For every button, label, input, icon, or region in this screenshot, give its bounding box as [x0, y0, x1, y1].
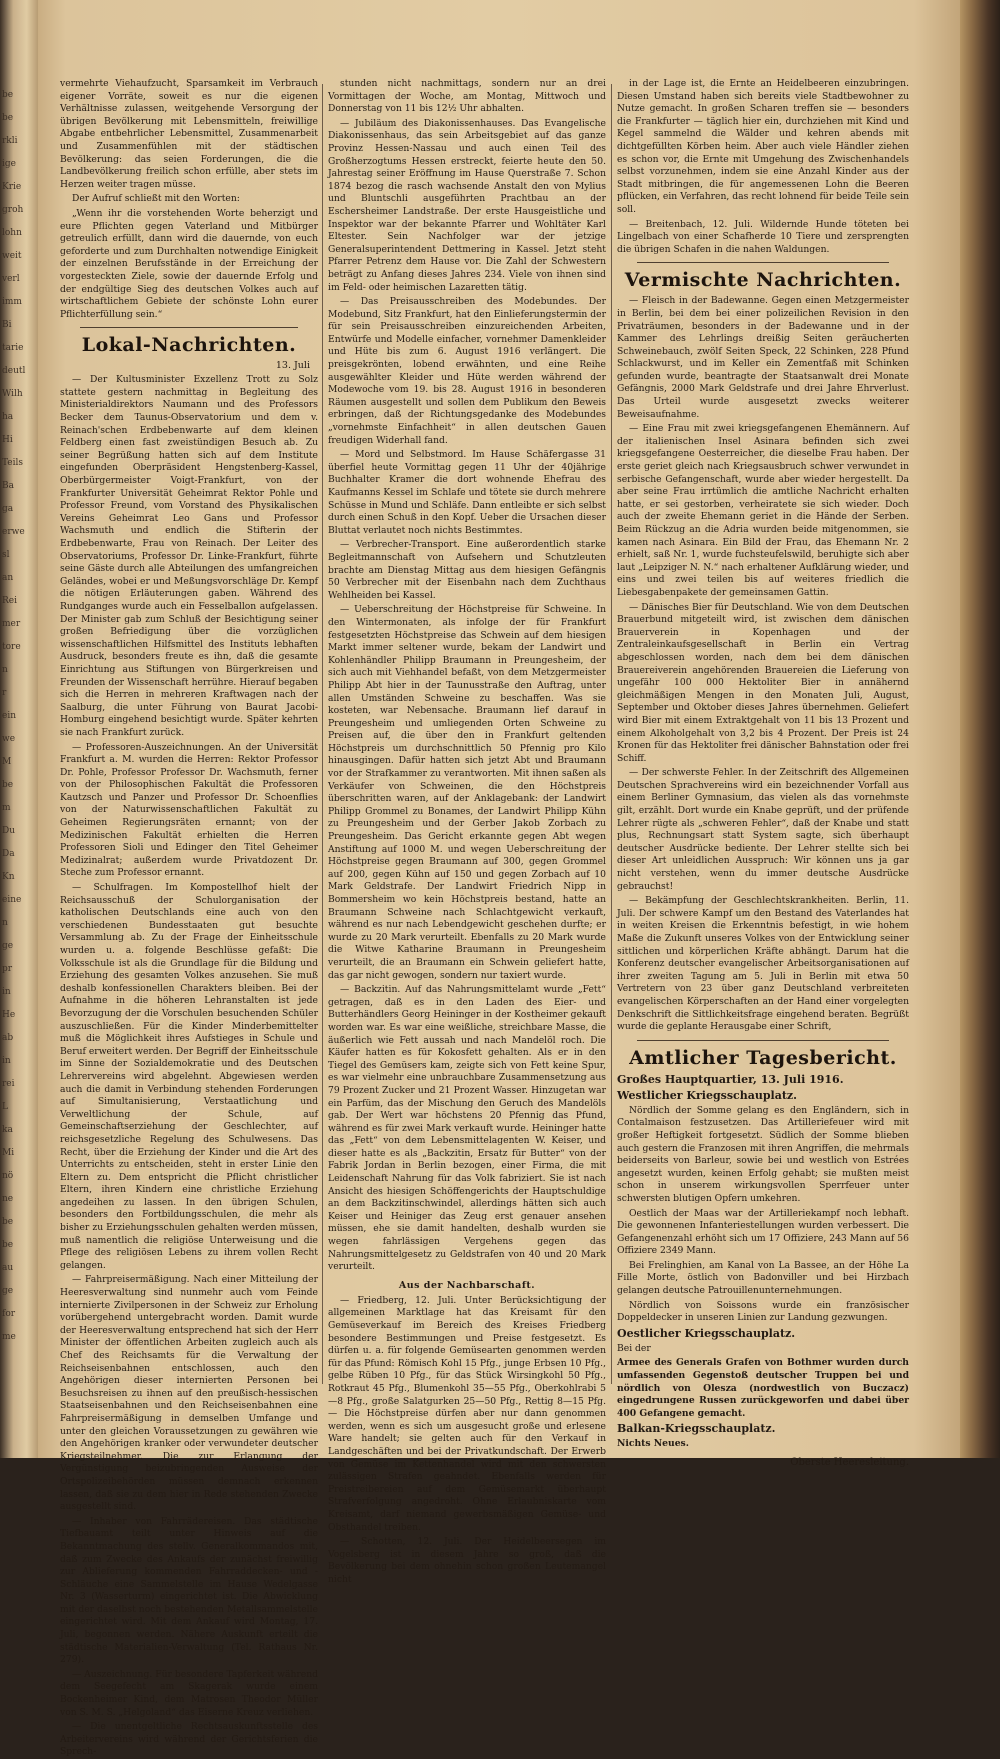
- signature: Oberste Heeresleitung.: [790, 1457, 909, 1468]
- left-page-text-fragment: Du: [2, 826, 16, 836]
- dateline: 13. Juli: [275, 360, 310, 372]
- article-paragraph: stunden nicht nachmittags, sondern nur an drei Vormittagen der Woche, am Montag, Mittwoch und Donnerstag von 11 bis 12½ Uhr abhalten.: [328, 78, 606, 115]
- article-paragraph: — Jubiläum des Diakonissenhauses. Das Evangelische Diakonissenhaus, das sein Arbeitsgebiet auf das ganze Provinz Hessen-Nassau und auch einen Teil des Großherzogtums Hessen erstreckt, feierte heute den 50. Jahrestag seiner Eröffnung im Hause Querstraße 7. Schon 1874 bezog die rasch wachsende Anstalt den von Mylius und Bluntschli ausgeführten Prachtbau an der Eschersheimer Landstraße. Der erste Hausgeistliche und Inspektor war der bekannte Pfarrer und Wohltäter Karl Eltester. Sein Nachfolger war der jetzige Generalsuperintendent Dettmering in Kassel. Jetzt steht Pfarrer Petrenz dem Hause vor. Die Zahl der Schwestern beträgt zu Anfang dieses Jahres 234. Viele von ihnen sind im Feld- oder heimischen Lazaretten tätig.: [328, 117, 606, 293]
- left-page-text-fragment: m: [2, 803, 11, 813]
- divider: [637, 262, 889, 263]
- article-paragraph: — Breitenbach, 12. Juli. Wildernde Hunde töteten bei Lingelbach von einer Schafherde 10 Tiere und zersprengten die übrigen Schafen in die nahen Waldungen.: [617, 218, 909, 255]
- article-paragraph: — Mord und Selbstmord. Im Hause Schäfergasse 31 überfiel heute Vormittag gegen 11 Uhr der 40jährige Buchhalter Kramer die dort wohnende Ehefrau des Kaufmanns Kessel im Schlafe und tötete sie durch mehrere Schüsse in Mund und Schläfe. Dann entleibte er sich selbst durch einen Schuß in den Kopf. Ueber die Ursachen dieser Bluttat verlautet noch nichts Bestimmtes.: [328, 449, 606, 536]
- article-paragraph: — Dänisches Bier für Deutschland. Wie von dem Deutschen Brauerbund mitgeteilt wird, ist zwischen dem dänischen Brauerverein in Kopenhagen und der Zentraleinkaufsgesellschaft in Berlin ein Vertrag abgeschlossen worden, nach dem bei dem dänischen Brauereiverein angehörenden Brauereien die Lieferung von ungefähr 100 000 Hektoliter Bier in annähernd gleichmäßigen Mengen in den Monaten Juli, August, September und Oktober dieses Jahres übernehmen. Geliefert wird Bier mit einem Extraktgehalt von 11 bis 13 Prozent und einem Alkoholgehalt von 3,2 bis 4 Prozent. Der Preis ist 24 Kronen für das Hektoliter frei dänischer Bahnstation oder frei Schiff.: [617, 601, 909, 764]
- left-page-text-fragment: for: [2, 1309, 16, 1319]
- divider: [637, 1040, 889, 1041]
- left-page-text-fragment: Bi: [2, 320, 12, 330]
- article-paragraph: Bei Frelinghien, am Kanal von La Bassee, an der Höhe La Fille Morte, östlich von Badonviller und bei Hirzbach gelangen deutsche Patrouillenunternehmungen.: [617, 1259, 909, 1297]
- left-page-text-fragment: ein: [2, 711, 17, 721]
- section-heading-miscellaneous: Vermischte Nachrichten.: [624, 269, 902, 292]
- left-page-text-fragment: me: [2, 1332, 16, 1342]
- left-page-text-fragment: Krie: [2, 182, 22, 192]
- left-page-text-fragment: Da: [2, 849, 15, 859]
- article-list: [60, 374, 318, 1759]
- left-page-text-fragment: Ba: [2, 481, 14, 491]
- article-list: [617, 78, 909, 256]
- left-page-text-fragment: au: [2, 1263, 14, 1273]
- left-page-text-fragment: rei: [2, 1079, 15, 1089]
- article-paragraph: Nördlich von Soissons wurde ein französischer Doppeldecker in unseren Linien zur Landung gezwungen.: [617, 1299, 909, 1324]
- left-page-text-fragment: Hi: [2, 435, 13, 445]
- left-page-text-fragment: r: [2, 688, 7, 698]
- front-west-heading: Westlicher Kriegsschauplatz.: [617, 1088, 797, 1102]
- left-page-text-fragment: deutl: [2, 366, 26, 376]
- article-paragraph: — Der Kultusminister Exzellenz Trott zu Solz stattete gestern nachmittag in Begleitung des Ministerialdirektors Naumann und des Professors Becker dem Taunus-Observatorium und dem v. Reinach'schen Erdbebenwarte auf dem kleinen Feldberg einen fast zweistündigen Besuch ab. Zu seiner Begrüßung hatten sich auf dem Institute eingefunden Oberpräsident Hengstenberg-Kassel, Oberbürgermeister Voigt-Frankfurt, von der Frankfurter Universität Geheimrat Rektor Pohle und Professor Freund, vom Vorstand des Physikalischen Vereins Geheimrat Leo Gans und Professor Wachsmuth und endlich die Stifterin der Erdbebenwarte, Frau von Reinach. Der Leiter des Observatoriums, Professor Dr. Linke-Frankfurt, führte seine Gäste durch alle Abteilungen des umfangreichen Geländes, wobei er und Meßungsvorschläge Dr. Kempf die nötigen Erläuterungen gaben. Während des Rundganges wurde auch ein Fesselballon aufgelassen. Der Minister gab zum Schluß der Besichtigung seiner großen Befriedigung über die vorzüglichen wissenschaftlichen Hilfsmittel des Instituts lebhaften Ausdruck, besonders freute es ihn, daß die gesamte Einrichtung aus Stiftungen von Bürgerkreisen und Freunden der Wissenschaft herrühre. Hierauf begaben sich die Herren in mehreren Kraftwagen nach der Saalburg, die unter Führung von Baurat Jacobi-Homburg eingehend besichtigt wurde. Später kehrten sie nach Frankfurt zurück.: [60, 374, 318, 738]
- left-page-text-fragment: in: [2, 1056, 11, 1066]
- front-east-heading: Oestlicher Kriegsschauplatz.: [617, 1326, 796, 1340]
- column-3: [617, 78, 909, 1468]
- left-page-text-fragment: be: [2, 113, 14, 123]
- article-list: [617, 1105, 909, 1325]
- article-paragraph: — Ueberschreitung der Höchstpreise für Schweine. In den Wintermonaten, als infolge der für Frankfurt festgesetzten Höchstpreise das Schwein auf dem hiesigen Markt immer seltener wurde, bekam der Landwirt und Kohlenhändler Philipp Braumann in Preungesheim, der sich auch mit Viehhandel befaßt, von dem Metzgermeister Philipp Abt hier in der Taunusstraße den Auftrag, unter allen Umständen Schweine zu beschaffen. Was sie kosteten, war Nebensache. Braumann lief darauf in Preungesheim und umliegenden Orten Schweine zu Preisen auf, die über den in Frankfurt geltenden Höchstpreis um durchschnittlich 50 Pfennig pro Kilo hinausgingen. Dafür hatten sich jetzt Abt und Braumann vor der Strafkammer zu verantworten. Mit ihnen saßen als Verkäufer von Schweinen, die den Höchstpreis überschritten waren, auf der Anklagebank: der Landwirt Philipp Grommel zu Bonames, der Landwirt Philipp Kühn zu Preungesheim und der Gerber Jakob Zorbach zu Preungesheim. Das Gericht erkannte gegen Abt wegen Anstiftung auf 1000 M. und wegen Ueberschreitung der Höchstpreise gegen Braumann auf 300, gegen Grommel auf 200, gegen Kühn auf 150 und gegen Zorbach auf 10 Mark Geldstrafe. Der Landwirt Friedrich Nipp in Bommersheim wo kein Höchstpreis bestand, hatte an Braumann Schweine nach Schlachtgewicht verkauft, während es nur nach Lebendgewicht geschehen durfte; er wurde zu 20 Mark verurteilt. Ebenfalls zu 20 Mark wurde die Witwe Katharine Braumann in Preungesheim verurteilt, die an Braumann ein Schwein geliefert hatte, das gar nicht gewogen, sondern nur taxiert wurde.: [328, 604, 606, 981]
- article-paragraph: in der Lage ist, die Ernte an Heidelbeeren einzubringen. Diesen Umstand haben sich bereits viele Stadtbewohner zu Nutze gemacht. In großen Scharen treffen sie — besonders die Frankfurter — täglich hier ein, durchziehen mit Kind und Kegel sammelnd die Wälder und kehren abends mit dichtgefüllten Körben heim. Aber auch viele Händler ziehen es schon vor, die Ernte mit Umgehung des Zwischenhandels selbst vorzunehmen, indem sie eine Anzahl Kinder aus der Stadt mitbringen, die für angemessenen Lohn die Beeren pflücken, ein Verfahren, das recht lohnend für beide Teile sein soll.: [617, 78, 909, 215]
- left-page-text-fragment: L: [2, 1102, 8, 1112]
- left-page-text-fragment: lohn: [2, 228, 22, 238]
- article-paragraph: — Verbrecher-Transport. Eine außerordentlich starke Begleitmannschaft von Aufsehern und Schutzleuten brachte am Dienstag Mittag aus dem hiesigen Gefängnis 50 Verbrecher mit der Eisenbahn nach dem Zuchthaus Wehlheiden bei Kassel.: [328, 539, 606, 601]
- article-paragraph: — Bekämpfung der Geschlechtskrankheiten. Berlin, 11. Juli. Der schwere Kampf um den Bestand des Vaterlandes hat in weiten Kreisen die Erkenntnis befestigt, in wie hohem Maße die Zukunft unseres Volkes von der Entwicklung seiner sittlichen und körperlichen Kräfte abhängt. Darum hat die Konferenz deutscher evangelischer Arbeitsorganisationen auf ihrer zweiten Tagung am 5. Juli in Berlin mit etwa 50 Vertretern von 23 über ganz Deutschland verbreiteten evangelischen Körperschaften an der Hand einer vorgelegten Denkschrift die Sittlichkeitsfrage eingehend beraten. Begrüßt wurde die geplante Herausgabe einer Schrift,: [617, 895, 909, 1033]
- left-page-text-fragment: sl: [2, 550, 10, 560]
- left-page-text-fragment: be: [2, 90, 14, 100]
- report-dateline: Großes Hauptquartier, 13. Juli 1916.: [617, 1072, 844, 1086]
- left-page-text-fragment: imm: [2, 297, 22, 307]
- left-page-text-fragment: ha: [2, 412, 14, 422]
- left-page-text-fragment: rkli: [2, 136, 18, 146]
- left-page-text-fragment: Mi: [2, 1148, 15, 1158]
- left-page-text-fragment: Rei: [2, 596, 17, 606]
- left-page-text-fragment: ka: [2, 1125, 13, 1135]
- left-page-text-fragment: mer: [2, 619, 21, 629]
- left-page-text-fragment: be: [2, 1240, 14, 1250]
- article-paragraph: — Eine Frau mit zwei kriegsgefangenen Ehemännern. Auf der italienischen Insel Asinara befinden sich zwei kriegsgefangene Oesterreicher, die dieselbe Frau haben. Der erste geriet gleich nach Kriegsausbruch schwer verwundet in serbische Gefangenschaft, wurde aber wieder hergestellt. Da aber seine Frau irrtümlich die amtliche Nachricht erhalten hatte, er sei gestorben, verheiratete sie sich wieder. Doch auch der zweite Ehemann geriet in die Hände der Serben. Beim Rückzug an die Adria wurden beide mitgenommen, sie kamen nach Asinara. Ein Bild der Frau, das Ehemann Nr. 2 erhielt, saß Nr. 1, wurde fuchsteufelswild, beruhigte sich aber laut „Leipziger N. N.“ nach erhaltener Aufklärung wieder, und eins und zwei teilen bis auf weiteres friedlich die Liebesgabenpakete der gemeinsamen Gattin.: [617, 423, 909, 598]
- article-list: [328, 1295, 606, 1587]
- article-paragraph: — Das Preisausschreiben des Modebundes. Der Modebund, Sitz Frankfurt, hat den Einlieferungstermin der für sein Preisausschreiben einzureichenden Arbeiten, Entwürfe und Modelle einfacher, vornehmer Damenkleider und Hüte bis zum 6. August 1916 verlängert. Die preisgekrönten, lobend erwähnten, und eine Reihe ausgewählter Kleider und Hüte werden während der Modewoche vom 19. bis 28. August 1916 in besonderen Räumen ausgestellt und sollen dem Publikum den Beweis erbringen, daß der Richtungsgedanke des Modebundes „vornehmste Einfachheit“ in allen deutschen Gauen freudigen Widerhall fand.: [328, 296, 606, 446]
- left-page-text-fragment: nö: [2, 1171, 14, 1181]
- left-page-text-fragment: n: [2, 665, 8, 675]
- left-page-text-fragment: weit: [2, 251, 22, 261]
- article-text: Der Aufruf schließt mit den Worten:: [72, 193, 240, 205]
- article-paragraph: Nördlich der Somme gelang es den Engländern, sich in Contalmaison festzusetzen. Das Artilleriefeuer wird mit großer Heftigkeit fortgesetzt. Südlich der Somme blieben auch gestern die Franzosen mit ihren Angriffen, die mehrmals beiderseits von Barleur, sowie bei und westlich von Estrées angesetzt wurden, keinen Erfolg gehabt; sie mußten meist schon in unserem wirkungsvollen Sperrfeuer unter schwersten blutigen Opfern umkehren.: [617, 1104, 909, 1204]
- left-page-text-fragment: pr: [2, 964, 13, 974]
- article-paragraph: — Der schwerste Fehler. In der Zeitschrift des Allgemeinen Deutschen Sprachvereins wird ein bezeichnender Vorfall aus einem Berliner Gymnasium, das vielen als das vornehmste gilt, erzählt. Dort wurde ein Knabe geprüft, und der prüfende Lehrer rügte als „schweren Fehler“, daß der Knabe und statt plus, Rechnungsart statt System sagte, sich überhaupt deutscher Ausdrücke bediente. Der Lehrer stellte sich bei dieser Art unleidlichen Ausspruch: Wir können uns ja gar nicht verstehen, wenn du immer deutsche Ausdrücke gebrauchst!: [617, 767, 909, 892]
- article-paragraph: — Die unentgeltliche Rechtsauskunftsstelle des Arbeitervereins wird während der Gerichtsferien die Sprech-: [60, 1721, 318, 1758]
- left-page-text-fragment: verl: [2, 274, 20, 284]
- front-balkan-heading: Balkan-Kriegsschauplatz.: [617, 1422, 776, 1436]
- article-list: [617, 295, 909, 1033]
- article-paragraph: — Inhaber von Fahrrädereisen. Das städtische Tiefbauamt teilt unter Hinweis auf die Bekanntmachung des stellv. Generalkommandos mit, daß zum Zwecke des Ankaufs der zunächst freiwillig zur Ablieferung kommenden Fahrraddecken- und -Schläuche eine Sammelstelle im Hause Wedelgasse Nr. 3 (Wasserturm) eingerichtet ist. Die Abwicklung mit der daselbst noch bestehenden Metallsammelstelle eingerichtet wird. Mit dem Ankauf wird Montag, 17. Juli, begonnen werden. Nähere Auskunft erteilt die städtische Materialien-Verwaltung (Tel. Rathaus Nr. 279).: [60, 1515, 318, 1666]
- article-paragraph: — Fahrpreisermäßigung. Nach einer Mitteilung der Heeresverwaltung sind nunmehr auch vom Feinde internierte Zivilpersonen in der Schweiz zur Erholung vorübergehend untergebracht worden. Damit wurde der Heeresverwaltung entsprechend hat sich der Herr Minister der öffentlichen Arbeiten zugleich auch als Chef des Reichsamts für die Verwaltung der Reichseisenbahnen entschlossen, auch den Angehörigen dieser internierten Personen bei Besuchsreisen zu ihnen auf den preußisch-hessischen Staatseisenbahnen und den Reichseisenbahnen eine Fahrpreisermäßigung in demselben Umfange und unter den gleichen Voraussetzungen zu gewähren wie den Angehörigen kranker oder verwundeter deutscher Kriegsteilnehmer. Die zur Erlangung der Vergünstigung beizubringenden Ausweise der Ortspolizeibehörden müssen demnach erkennen lassen, daß sie zu dem hier in Rede stehenden Zwecke ausgestellt sind.: [60, 1274, 318, 1513]
- left-page-text-fragment: eine: [2, 895, 22, 905]
- article-text: „Wenn ihr die vorstehenden Worte beherzigt und eure Pflichten gegen Vaterland und Mitbürger getreulich erfüllt, dann wird die dauernde, von euch geforderte und zum Durchhalten notwendige Einigkeit der einzelnen Berufsstände in der Erreichung der vorgesteckten Ziele, sowie der dauernde Erfolg und der endgültige Sieg des deutschen Volkes auch auf wirtschaftlichem Gebiete der schönste Lohn eurer Pflichterfüllung sein.“: [60, 207, 318, 320]
- left-page-text-fragment: He: [2, 1010, 16, 1020]
- left-page-text-fragment: groh: [2, 205, 24, 215]
- section-heading-official-report: Amtlicher Tagesbericht.: [629, 1046, 897, 1069]
- left-page-text-fragment: an: [2, 573, 14, 583]
- divider: [80, 327, 298, 328]
- left-page-text-fragment: ga: [2, 504, 14, 514]
- left-page-text-fragment: tore: [2, 642, 21, 652]
- article-paragraph: Oestlich der Maas war der Artilleriekampf noch lebhaft. Die gewonnenen Infanteriestellungen wurden verbessert. Die Gefangenenzahl erhöht sich um 17 Offiziere, 243 Mann auf 56 Offiziere 2349 Mann.: [617, 1207, 909, 1257]
- article-text: vermehrte Viehaufzucht, Sparsamkeit im Verbrauch eigener Vorräte, soweit es nur die eigenen Verhältnisse zulassen, weitgehende Versorgung der übrigen Bevölkerung mit Lebensmitteln, freiwillige Abgabe entbehrlicher Lebensmittel, Zusammenarbeit und Zusammenfühlen mit der städtischen Bevölkerung: das seien Forderungen, die die Landbevölkerung freilich schon erfülle, aber stets im Herzen weiter tragen müsse.: [60, 78, 318, 190]
- left-page-text-fragment: tarie: [2, 343, 24, 353]
- section-heading-neighborhood: Aus der Nachbarschaft.: [398, 1279, 536, 1291]
- left-page-text-fragment: ab: [2, 1033, 14, 1043]
- article-paragraph: — Fleisch in der Badewanne. Gegen einen Metzgermeister in Berlin, bei dem bei einer polizeilichen Revision in den Privaträumen, besonders in der Badewanne und in der Kammer des Lehrlings dreißig Seiten geräucherten Schweinebauch, zwölf Seiten Speck, 22 Schinken, 228 Pfund Schlackwurst, und im Keller ein Zementfaß mit Schinken gefunden wurde, beantragte der Staatsanwalt drei Monate Gefängnis, 2000 Mark Geldstrafe und drei Jahre Ehrverlust. Das Urteil wurde ausgesetzt zwecks weiterer Beweisaufnahme.: [617, 295, 909, 420]
- article-paragraph: — Schulfragen. Im Kompostellhof hielt der Reichsausschuß der Schulorganisation der katholischen Deutschlands eine auch von den verschiedenen Bundesstaaten gut besuchte Versammlung ab. Zu der Frage der Einheitsschule wurden u. a. folgende Beschlüsse gefaßt: Die Volksschule ist als die Grundlage für die Bildung und Erziehung des gesamten Volkes anzusehen. Sie muß deshalb konfessionellen Charakters bleiben. Bei der Aufnahme in die höheren Lehranstalten ist jede Bevorzugung der die Vorschulen besuchenden Schüler auszuschließen. Für die Kinder Minderbemittelter muß die Möglichkeit ihres Aufstieges in Schule und Beruf erweitert werden. Der Begriff der Einheitsschule im Sinne der Sozialdemokratie und des Deutschen Lehrervereins wird abgelehnt. Abgewiesen werden auch die damit in Verbindung stehenden Forderungen auf Simultanisierung, Verstaatlichung und Verweltlichung der Schule, auf Gemeinschaftserziehung der Geschlechter, auf reichsgesetzliche Regelung des Schulwesens. Das Recht, über die Erziehung der Kinder und die Art des Unterrichts zu entscheiden, steht in erster Linie den Eltern zu. Dem entspricht die Pflicht christlicher Eltern, ihren Kindern eine christliche Erziehung angedeihen zu lassen. In den übrigen Schulen, besonders den Fortbildungsschulen, die mehr als bisher zu Erziehungsschulen gehalten werden müssen, muß namentlich die religiöse Unterweisung und die Pflege des religiösen Lebens zu ihrem vollen Recht gelangen.: [60, 882, 318, 1271]
- left-page-text-fragment: ne: [2, 1194, 14, 1204]
- column-rule: [611, 84, 612, 1384]
- column-1: [60, 78, 318, 1758]
- column-2: [328, 78, 606, 1585]
- left-page-text-fragment: in: [2, 987, 11, 997]
- article-paragraph: — Auszeichnung. Für besondere Tapferkeit während dem Seegefecht am Skagerak wurde einem Bockenheimer Kind, dem Matrosen Theodor Müller von S. M. S. „Helgoland“ das Eiserne Kreuz verliehen.: [60, 1668, 318, 1718]
- left-page-text-fragment: n: [2, 918, 8, 928]
- left-page-text-fragment: ge: [2, 1286, 14, 1296]
- article-paragraph: — Schotten, 12. Juli. Der Heidelbeersegen im Vogelsberg ist in diesem Jahre so groß, daß die Bevölkerung bei dem ohnehin schon großen Leutemangel nicht: [328, 1536, 606, 1585]
- left-page-fragment: [0, 0, 38, 1458]
- left-page-text-fragment: ige: [2, 159, 16, 169]
- left-page-text-fragment: erwe: [2, 527, 25, 537]
- left-page-text-fragment: ge: [2, 941, 14, 951]
- left-page-text-fragment: Teils: [2, 458, 24, 468]
- left-page-text-fragment: M: [2, 757, 12, 767]
- newspaper-page: [38, 0, 960, 1758]
- article-list: [328, 78, 606, 1274]
- left-page-text-fragment: Wilh: [2, 389, 23, 399]
- left-page-text-fragment: Kn: [2, 872, 15, 882]
- article-text: Armee des Generals Grafen von Bothmer wurden durch umfassenden Gegenstoß deutscher Truppen bei und nördlich von Olesza (nordwestlich von Buczacz) eingedrungene Russen zurückgeworfen und dabei über 400 Gefangene gemacht.: [617, 1357, 909, 1419]
- column-rule: [322, 84, 323, 1384]
- article-paragraph: — Backzitin. Auf das Nahrungsmittelamt wurde „Fett“ getragen, daß es in den Laden des Eier- und Butterhändlers Georg Heininger in der Kostheimer gekauft worden war. Es war eine weißliche, streichbare Masse, die äußerlich wie Fett aussah und nach Mandelöl roch. Die Käufer hatten es für Kokosfett gehalten. Als er in den Tiegel des Gemüsers kam, zeigte sich von Fett keine Spur, es war vielmehr eine unbrauchbare Zusammensetzung aus 79 Prozent Zucker und 21 Prozent Wasser. Hinzugetan war ein Parfüm, das der Mischung den Geruch des Mandelöls gab. Der Wert war höchstens 20 Pfennig das Pfund, während es für zwei Mark verkauft wurde. Heininger hatte das „Fett“ von dem Lebensmittelagenten W. Keiser, und dieser hatte es als „Backzitin, Ersatz für Butter“ von der Fabrik Jordan in Berlin bezogen, einer Firma, die mit Leidenschaft Nahrung für das Volk fabriziert. Sie ist nach Ansicht des hiesigen Schöffengerichts der Hauptschuldige an dem Backzitinschwindel, allerdings hätten sich auch Keiser und Heiniger das Zeug erst genauer ansehen müssen, ehe sie damit handelten, deshalb wurden sie wegen fahrlässigen Vergehens gegen das Nahrungsmittelgesetz zu Geldstrafen von 40 und 20 Mark verurteilt.: [328, 984, 606, 1273]
- book-spine: [960, 0, 1000, 1458]
- section-heading-local-news: Lokal-Nachrichten.: [81, 334, 297, 357]
- left-page-text-fragment: be: [2, 1217, 14, 1227]
- left-page-text-fragment: we: [2, 734, 16, 744]
- article-paragraph: — Professoren-Auszeichnungen. An der Universität Frankfurt a. M. wurden die Herren: Rektor Professor Dr. Pohle, Professor Professor Dr. Wachsmuth, ferner von der Philosophischen Fakultät die Professoren Kautzsch und Panzer und Professor Dr. Schoenflies von der Naturwissenschaftlichen Fakultät zu Geheimen Regierungsräten ernannt; von der Medizinischen Fakultät erhielten die Herren Professoren Sioli und Edinger den Titel Geheimer Medizinalrat; außerdem wurde Privatdozent Dr. Steche zum Professor ernannt.: [60, 741, 318, 879]
- article-paragraph: — Friedberg, 12. Juli. Unter Berücksichtigung der allgemeinen Marktlage hat das Kreisamt für den Gemüseverkauf im Bereich des Kreises Friedberg besondere Bestimmungen und Preise festgesetzt. Es dürfen u. a. für folgende Gemüsearten genommen werden für das Pfund: Römisch Kohl 15 Pfg., junge Erbsen 10 Pfg., gelbe Rüben 10 Pfg., für das Stück Wirsingkohl 50 Pfg., Rotkraut 45 Pfg., Blumenkohl 35—55 Pfg., Oberkohlrabi 5—8 Pfg., große Salatgurken 25—50 Pfg., Rettig 8—15 Pfg. — Die Höchstpreise dürfen aber nur dann genommen werden, wenn es sich um ausgesucht große und erlesene Ware handelt; sie gelten auch für den Verkauf in Landgeschäften und bei der Privatkundschaft. Der Erwerb von Gemüse im Kettenhandel wird mit den schwersten zulässigen Strafen geahndet. Ebenfalls werden für Preistreibereien auf dem Gemüsemarkt überhaupt Strafverfolgung angedroht. Ohne Erlaubniskarte vom Kreisamt, darf niemand gewerbsmäßigen Gemüse- und Obsthandel treiben.: [328, 1294, 606, 1533]
- article-text: Bei der: [617, 1342, 651, 1354]
- left-page-text-fragment: be: [2, 780, 14, 790]
- article-text: Nichts Neues.: [617, 1438, 689, 1450]
